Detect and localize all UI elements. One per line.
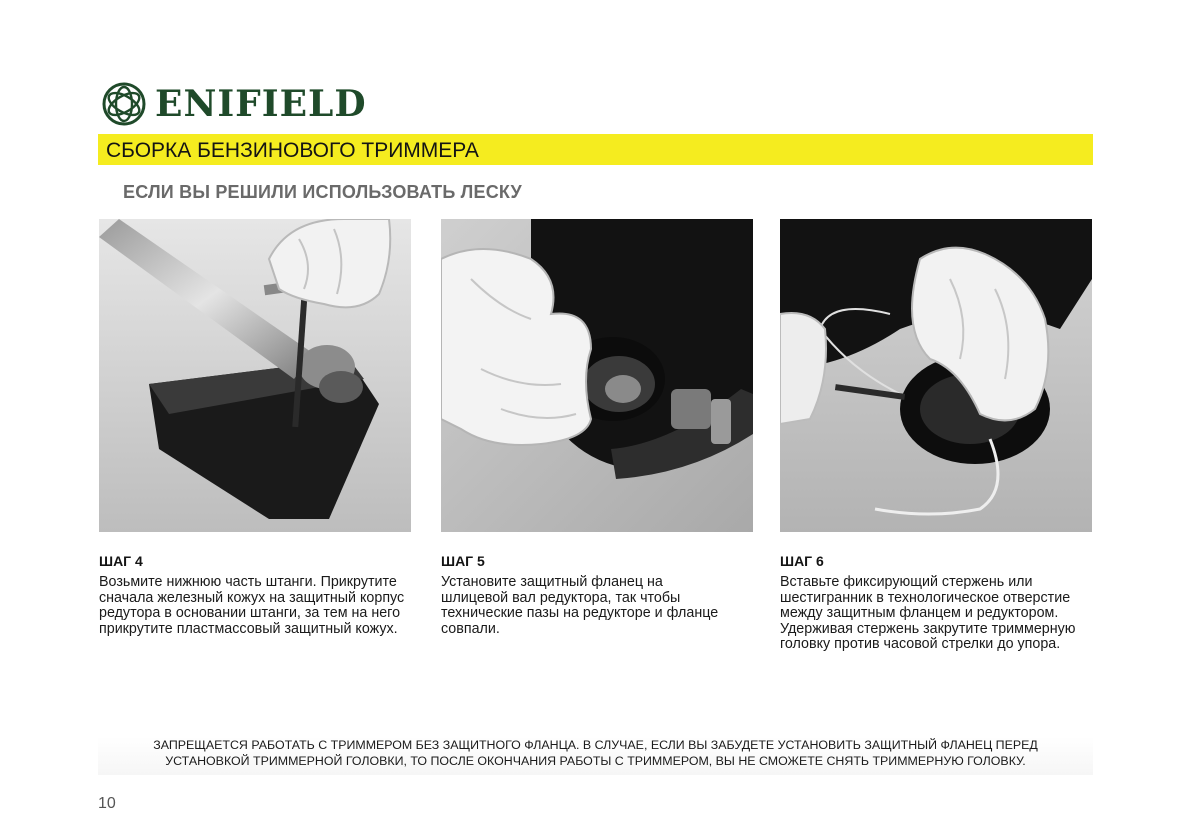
step-6-title: ШАГ 6: [780, 553, 824, 569]
warning-line-1: ЗАПРЕЩАЕТСЯ РАБОТАТЬ С ТРИММЕРОМ БЕЗ ЗАЩИТНОГО ФЛАНЦА. В СЛУЧАЕ, ЕСЛИ ВЫ ЗАБУДЕТЕ УСТАНОВИТЬ ЗАЩИТНЫЙ ФЛАНЕЦ ПЕРЕД: [153, 738, 1038, 752]
subsection-title: ЕСЛИ ВЫ РЕШИЛИ ИСПОЛЬЗОВАТЬ ЛЕСКУ: [123, 182, 522, 202]
warning-line-2: УСТАНОВКОЙ ТРИММЕРНОЙ ГОЛОВКИ, ТО ПОСЛЕ ОКОНЧАНИЯ РАБОТЫ С ТРИММЕРОМ, ВЫ НЕ СМОЖЕТЕ СНЯТЬ ТРИММЕРНУЮ ГОЛОВКУ.: [165, 754, 1026, 768]
safety-warning: [98, 737, 1093, 775]
step-5: [441, 553, 761, 637]
brand-emblem-icon: [101, 81, 147, 127]
step-4-text: Возьмите нижнюю часть штанги. Прикрутите сначала железный кожух на защитный корпус редутора в основании штанги, за тем на него прикрутите пластмассовый защитный кожух.: [99, 574, 405, 637]
step-6-text: Вставьте фиксирующий стержень или шестигранник в технологическое отверстие между защитным фланцем и редуктором. Удерживая стержень закрутите триммерную головку против часовой стрелки до упора.: [780, 574, 1076, 652]
step-4-title: ШАГ 4: [99, 553, 143, 569]
page-number: 10: [98, 795, 116, 812]
section-title-banner: СБОРКА БЕНЗИНОВОГО ТРИММЕРА: [98, 134, 1093, 165]
step-5-title: ШАГ 5: [441, 553, 485, 569]
step-6-photo: [780, 219, 1092, 532]
step-4: [99, 553, 419, 637]
step-5-photo: [441, 219, 753, 532]
step-4-photo: [99, 219, 411, 532]
step-5-text: Установите защитный фланец на шлицевой вал редуктора, так чтобы технические пазы на редукторе и фланце совпали.: [441, 574, 719, 637]
brand-name: ENIFIELD: [155, 83, 367, 125]
brand-logo: [101, 78, 367, 130]
step-6: [780, 553, 1100, 653]
